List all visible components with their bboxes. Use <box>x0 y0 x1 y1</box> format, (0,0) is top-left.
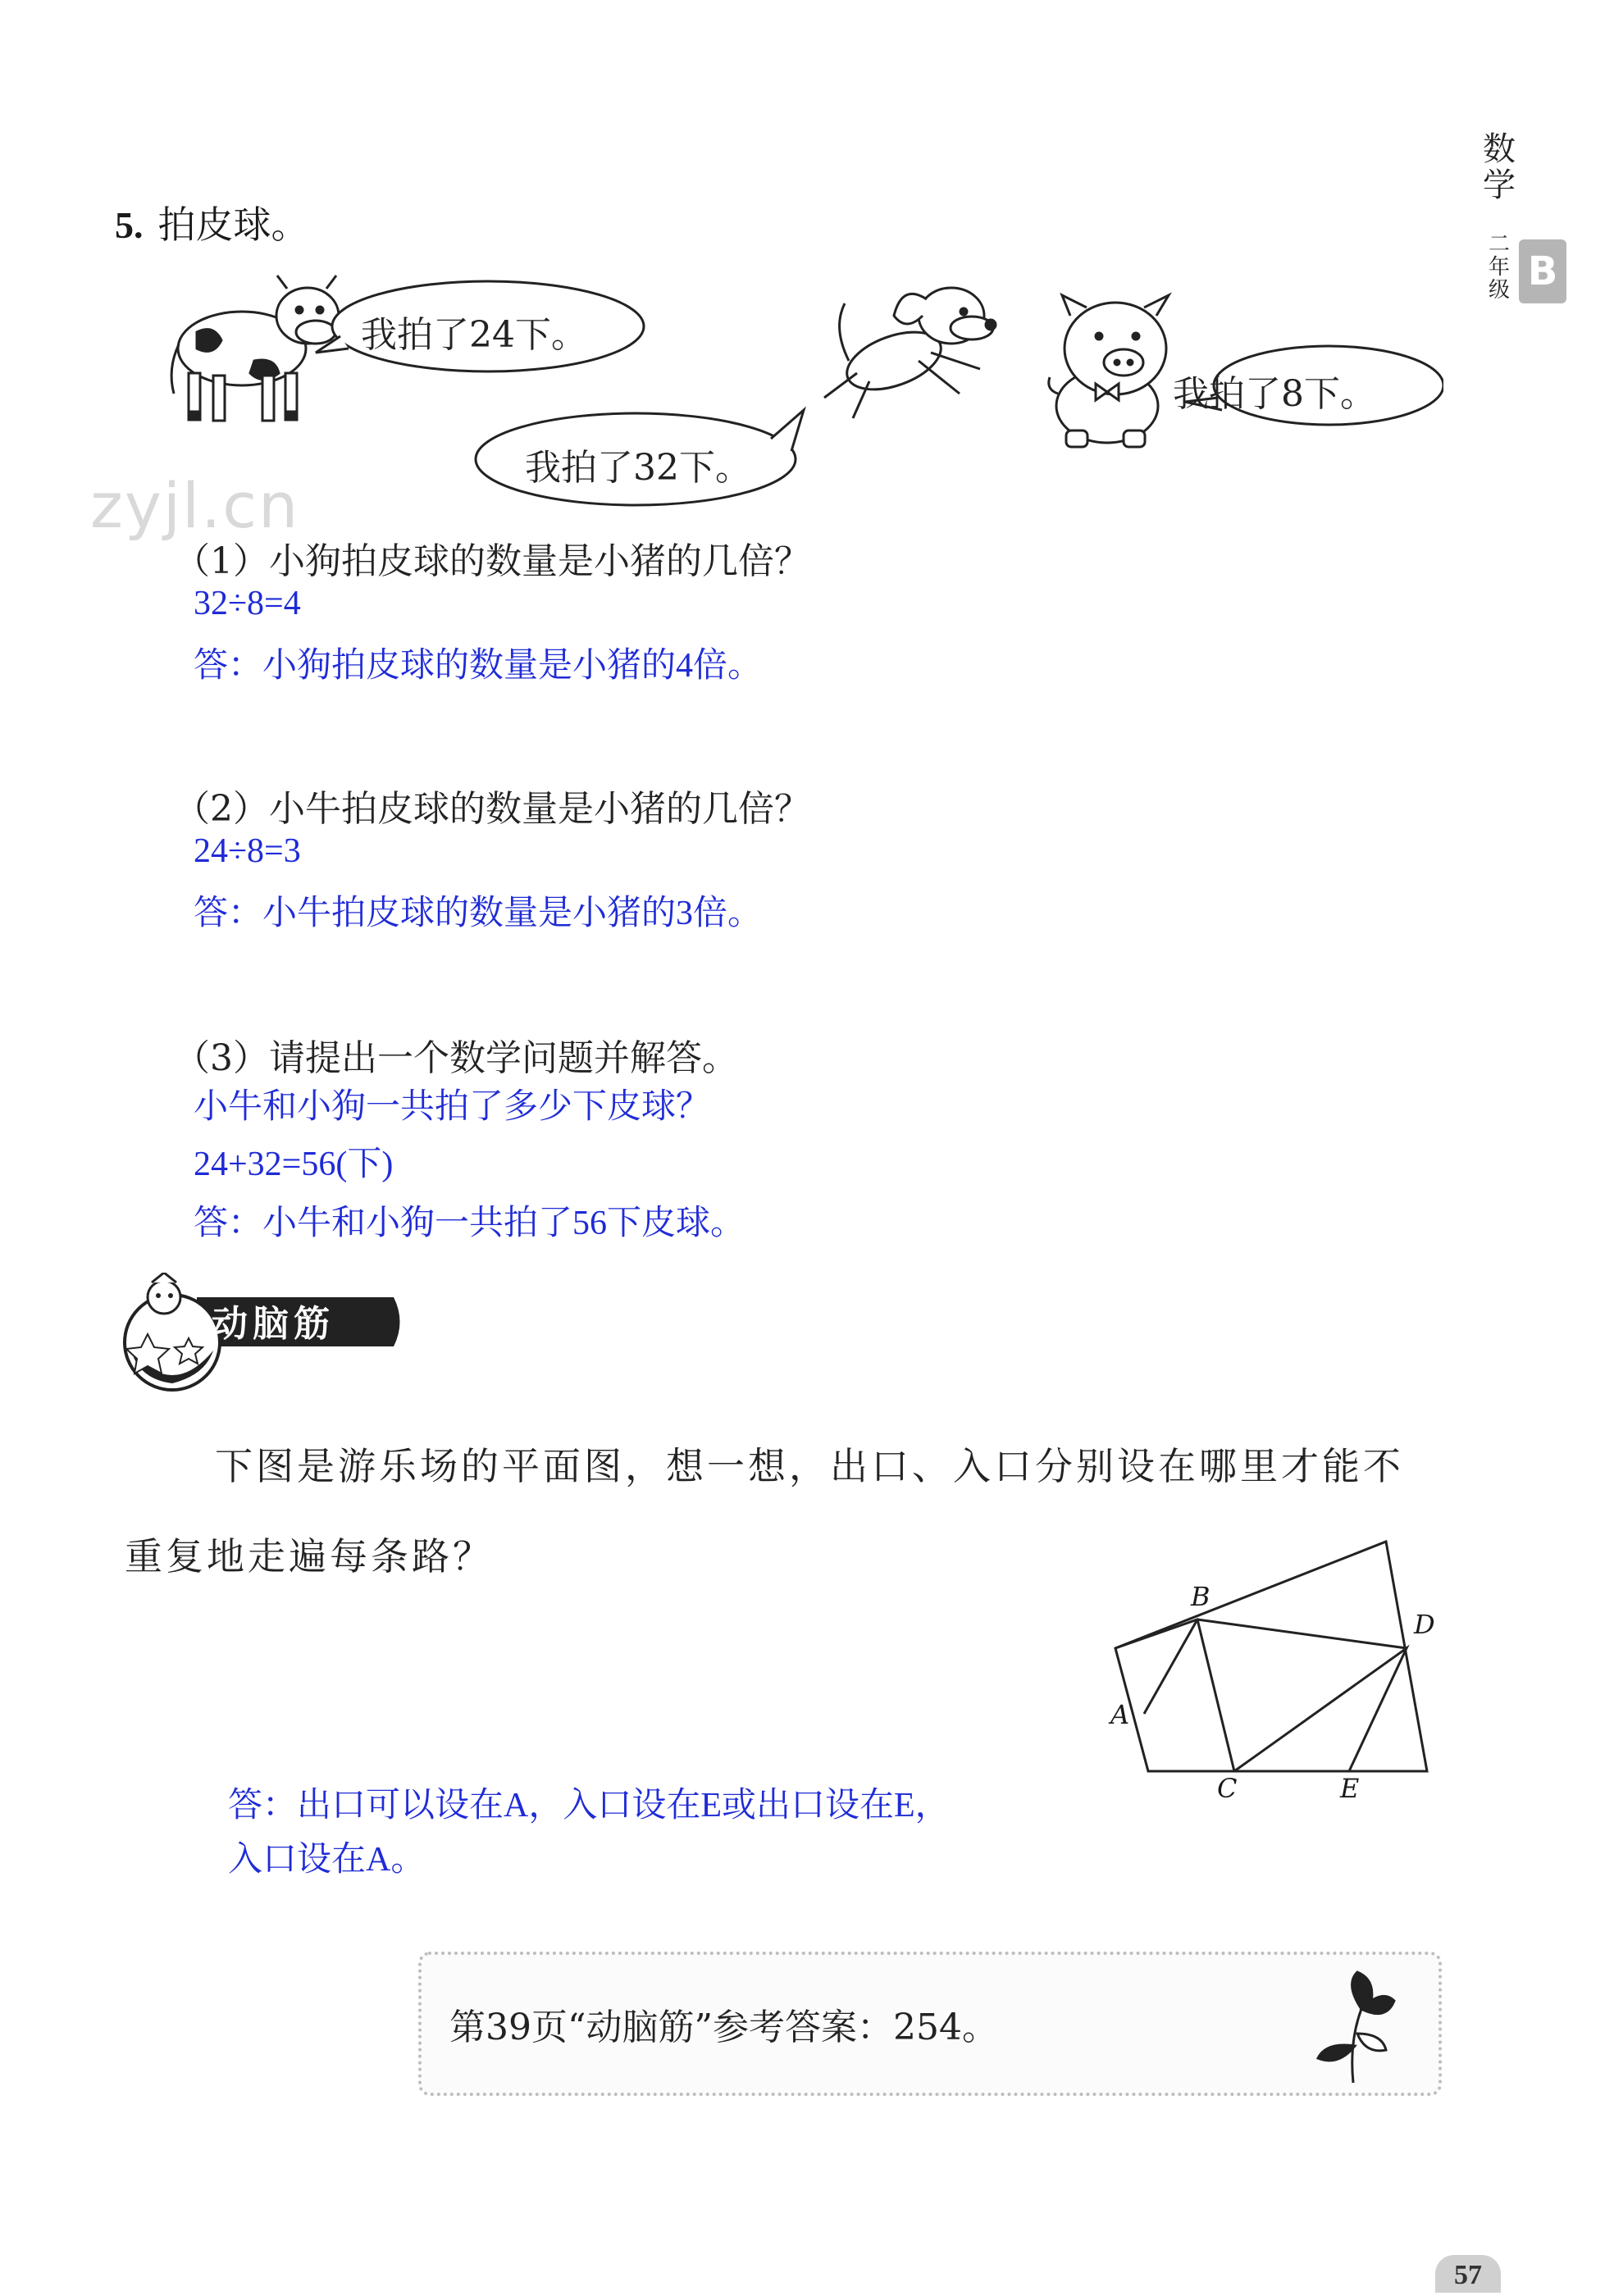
brain-teaser-answer-line-2: 入口设在A。 <box>228 1841 426 1879</box>
part-3-answer-line-2: 24+32=56(下) <box>194 1146 394 1183</box>
part-1-answer-line-1: 32÷8=4 <box>194 585 301 622</box>
watermark: zyjl.cn <box>90 469 300 542</box>
park-outline <box>1115 1542 1427 1771</box>
dog-bubble-text: 我拍了32下。 <box>525 447 751 489</box>
part-2-answer-line-1: 24÷8=3 <box>194 832 301 870</box>
part-1-answer-line-2: 答：小狗拍皮球的数量是小猪的4倍。 <box>194 647 763 685</box>
side-grade-label: 二年级 <box>1488 232 1510 303</box>
label-a: A <box>1110 1699 1130 1730</box>
part-3-answer-line-3: 答：小牛和小狗一共拍了56下皮球。 <box>194 1205 745 1242</box>
question-title-text: 拍皮球。 <box>157 203 309 247</box>
clown-mascot-icon <box>125 1273 220 1390</box>
side-badge: B <box>1519 239 1566 303</box>
flower-icon <box>1304 1968 1402 2091</box>
question-number: 5. <box>115 204 144 246</box>
path-c-d-e <box>1234 1648 1407 1771</box>
part-2-answer-line-2: 答：小牛拍皮球的数量是小猪的3倍。 <box>194 895 763 932</box>
side-subject-label: 数学 <box>1483 130 1516 204</box>
part-3-answer-line-1: 小牛和小狗一共拍了多少下皮球？ <box>194 1088 711 1126</box>
page-number: 57 <box>1435 2255 1501 2293</box>
footer-note: 第39页“动脑筋”参考答案：254。 <box>449 2007 998 2048</box>
cow-icon <box>171 276 339 421</box>
label-e: E <box>1340 1773 1360 1804</box>
brain-teaser-label: 动脑筋 <box>212 1303 335 1345</box>
label-d: D <box>1414 1609 1435 1640</box>
part-3-question: （3）请提出一个数学问题并解答。 <box>174 1037 738 1079</box>
path-b-d <box>1197 1620 1407 1648</box>
part-2-question: （2）小牛拍皮球的数量是小猪的几倍？ <box>174 788 810 830</box>
park-plan-diagram <box>1091 1525 1493 1820</box>
path-b-c <box>1115 1620 1234 1771</box>
pig-bubble-text: 我拍了8下。 <box>1173 373 1376 415</box>
label-b: B <box>1191 1581 1210 1612</box>
cow-bubble-text: 我拍了24下。 <box>361 314 587 356</box>
label-c: C <box>1217 1773 1238 1804</box>
brain-teaser-text-line-2: 重复地走遍每条路？ <box>125 1534 494 1578</box>
part-1-question: （1）小狗拍皮球的数量是小猪的几倍？ <box>174 540 810 582</box>
dog-icon <box>824 288 996 418</box>
pig-icon <box>1049 295 1169 447</box>
question-title <box>115 195 309 249</box>
brain-teaser-text-line-1: 下图是游乐场的平面图，想一想，出口、入口分别设在哪里才能不 <box>215 1444 1404 1488</box>
brain-teaser-answer-line-1: 答：出口可以设在A，入口设在E或出口设在E， <box>228 1787 950 1824</box>
